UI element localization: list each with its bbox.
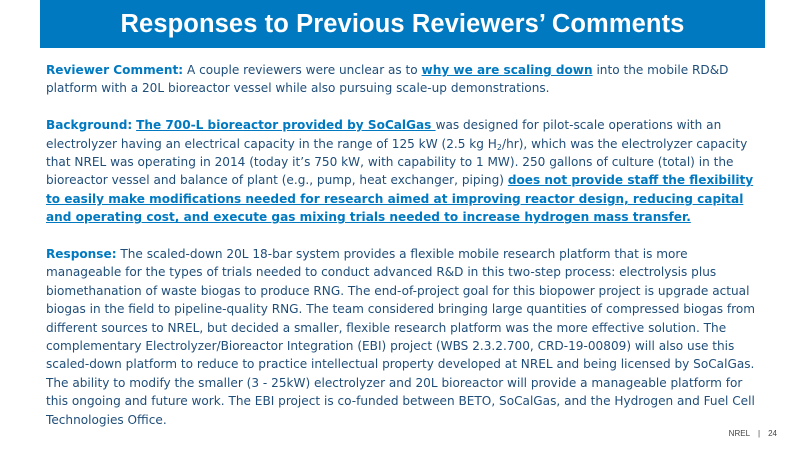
slide-footer — [729, 429, 777, 438]
scaling-down-link[interactable]: why we are scaling down — [421, 63, 593, 77]
response-text: The scaled-down 20L 18-bar system provides a flexible mobile research platform that is more manageable for the types of trials needed to conduct advanced R&D in this two-step process: electrolysis plus biomethanation of waste biogas to produce RNG. The end-of-project goal for this biopower project is upgrade actual biogas in the field to pipeline-quality RNG. The team considered bringing large quantities of compressed biogas from different sources to NREL, but decided a smaller, flexible research platform was the more effective solution. The complementary Electrolyzer/Bioreactor Integration (EBI) project (WBS 2.3.2.700, CRD-19-00809) will also use this scaled-down platform to reduce to practice intellectual property developed at NREL and being licensed by SoCalGas. The ability to modify the smaller (3 - 25kW) electrolyzer and 20L bioreactor will provide a manageable platform for this ongoing and future work. The EBI project is co-funded between BETO, SoCalGas, and the Hydrogen and Fuel Cell Technologies Office. — [46, 247, 756, 427]
title-bar — [40, 0, 765, 48]
reviewer-comment-text-after: into the mobile RD&D platform with a 20L bioreactor vessel while also pursuing scale-up demonstrations. — [46, 63, 729, 96]
page-number: 24 — [768, 429, 777, 438]
reviewer-comment-paragraph — [46, 61, 758, 98]
reviewer-comment-text-before: A couple reviewers were unclear as to — [183, 63, 422, 77]
flexibility-link[interactable]: does not provide staff the flexibility to easily make modifications needed for research aimed at improving reactor design, reducing capital and operating cost, and execute gas mixing trials needed to increase hydrogen mass transfer. — [46, 173, 754, 225]
h2-subscript: 2 — [496, 142, 502, 152]
bioreactor-700l-link[interactable]: The 700-L bioreactor provided by SoCalGas — [136, 118, 436, 133]
footer-org: NREL — [728, 429, 751, 438]
background-paragraph — [46, 116, 758, 226]
slide-content — [46, 61, 758, 429]
background-text-1: was designed for pilot-scale operations with an electrolyzer having an electrical capacity in the range of 125 kW (2.5 kg H — [46, 118, 722, 151]
slide-title: Responses to Previous Reviewers’ Comments — [120, 9, 685, 38]
background-label: Background: — [46, 118, 133, 133]
response-paragraph — [46, 245, 758, 429]
footer-separator: | — [758, 429, 761, 438]
background-text-2: /hr), which was the electrolyzer capacity that NREL was operating in 2014 (today it’s 750 kW, with capability to 1 MW). 250 gallons of culture (total) in the bioreactor vessel and balance of plant (e.g., pump, heat exchanger, piping) — [46, 136, 748, 188]
reviewer-comment-label: Reviewer Comment: — [46, 63, 184, 77]
response-label: Response: — [46, 247, 117, 262]
